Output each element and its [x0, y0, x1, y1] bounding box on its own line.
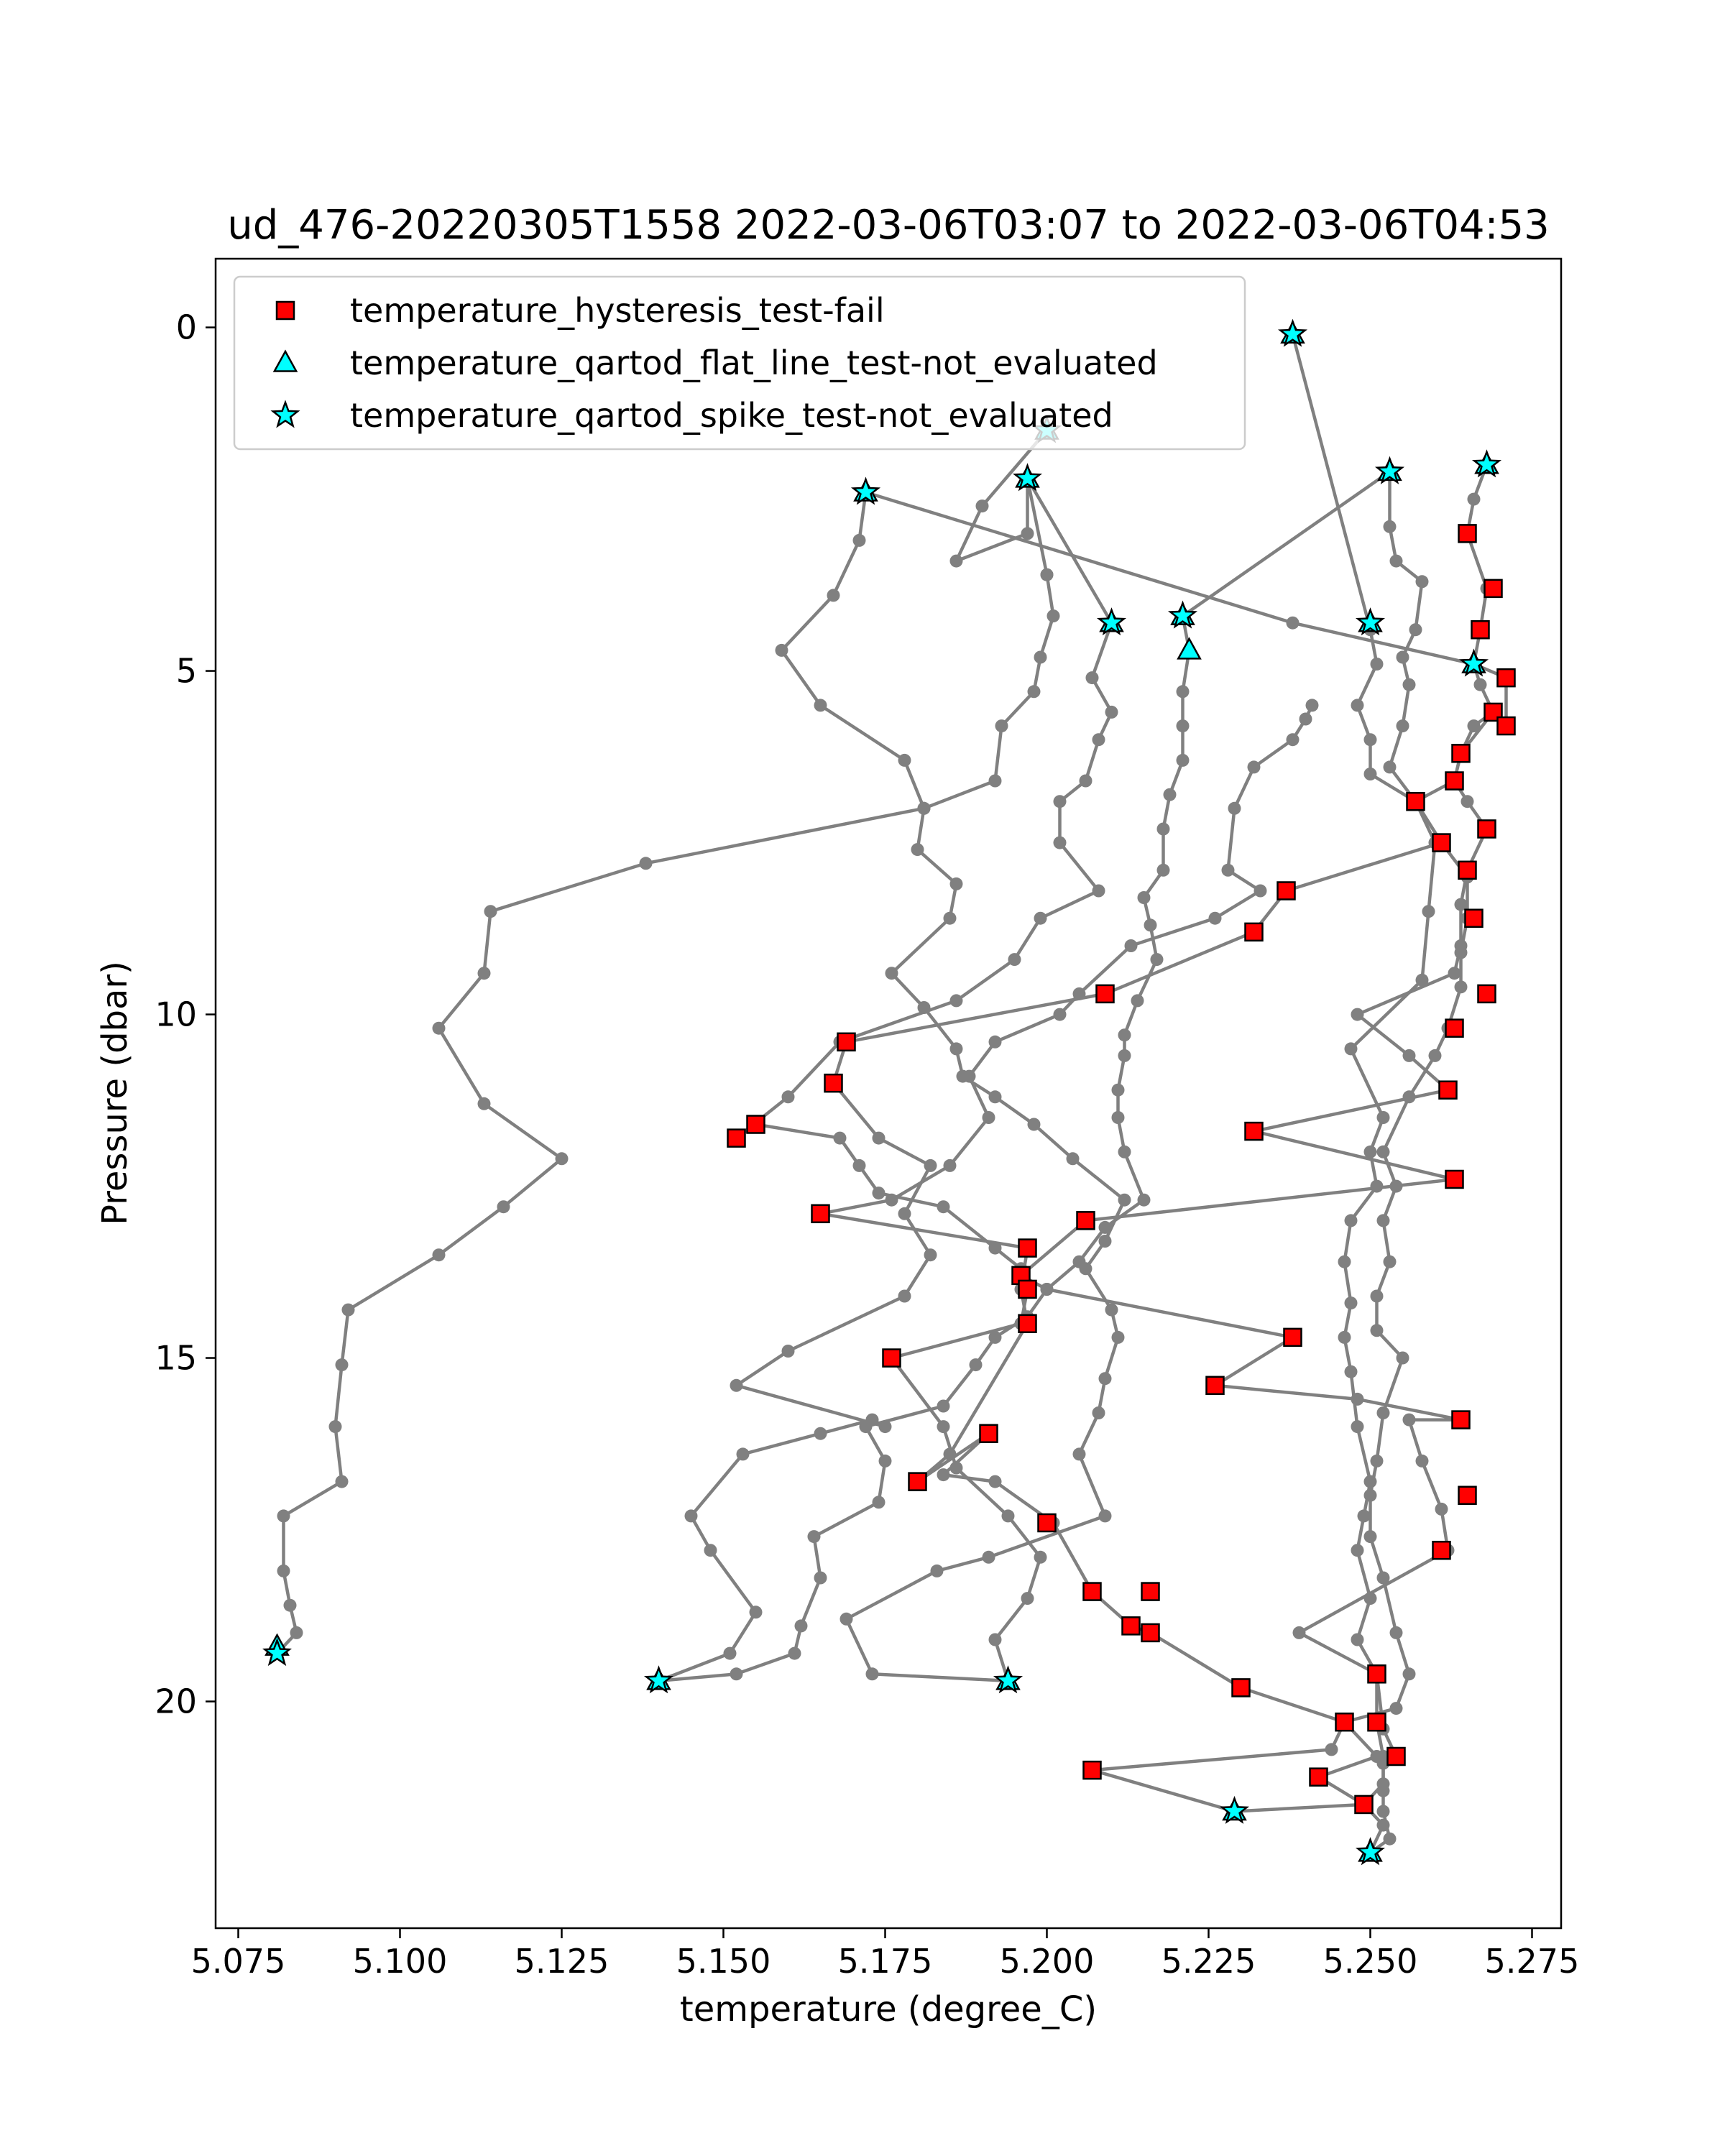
x-tick-label: 5.125 — [514, 1942, 610, 1981]
profile-point — [484, 905, 497, 918]
profile-point — [1287, 617, 1300, 630]
profile-point — [1092, 885, 1105, 898]
profile-point — [1021, 527, 1034, 540]
profile-point — [1351, 1393, 1364, 1406]
profile-point — [1177, 754, 1190, 767]
profile-point — [1390, 1626, 1403, 1639]
hysteresis-fail-marker — [1246, 1123, 1263, 1140]
hysteresis-fail-marker — [1278, 882, 1295, 899]
profile-point — [1248, 760, 1261, 773]
profile-point — [976, 499, 989, 512]
legend-label: temperature_qartod_flat_line_test-not_evaluated — [350, 344, 1158, 382]
profile-point — [724, 1647, 737, 1660]
profile-point — [853, 1159, 866, 1172]
hysteresis-fail-marker — [980, 1425, 998, 1442]
hysteresis-fail-marker — [1207, 1377, 1224, 1394]
profile-point — [1073, 1447, 1086, 1460]
hysteresis-fail-marker — [1472, 621, 1489, 638]
hysteresis-fail-marker — [909, 1473, 926, 1491]
profile-point — [788, 1647, 801, 1660]
x-tick-label: 5.150 — [676, 1942, 771, 1981]
profile-point — [1397, 719, 1409, 732]
profile-point — [1390, 555, 1403, 568]
profile-point — [1177, 719, 1190, 732]
profile-point — [873, 1132, 886, 1145]
profile-point — [989, 1090, 1002, 1103]
profile-point — [814, 1572, 827, 1585]
profile-point — [1377, 1111, 1390, 1124]
profile-point — [1222, 864, 1235, 877]
hysteresis-fail-marker — [1084, 1583, 1101, 1600]
x-tick-label: 5.100 — [352, 1942, 448, 1981]
profile-point — [1325, 1743, 1338, 1756]
hysteresis-fail-marker — [1019, 1315, 1036, 1332]
y-tick-label: 0 — [175, 308, 197, 347]
hysteresis-fail-marker — [1459, 1487, 1476, 1504]
profile-point — [277, 1509, 290, 1522]
profile-point — [737, 1447, 750, 1460]
profile-point — [1164, 788, 1177, 801]
profile-point — [1338, 1256, 1351, 1268]
profile-point — [1345, 1296, 1358, 1309]
profile-point — [1422, 905, 1435, 918]
hysteresis-fail-marker — [1453, 1411, 1470, 1429]
hysteresis-fail-marker — [1356, 1796, 1373, 1813]
profile-point — [1099, 1372, 1112, 1385]
profile-point — [1377, 1572, 1390, 1585]
profile-point — [290, 1626, 303, 1639]
profile-point — [1228, 802, 1241, 815]
profile-point — [1468, 719, 1481, 732]
profile-point — [497, 1200, 510, 1213]
profile-point — [1351, 1544, 1364, 1557]
hysteresis-fail-marker — [1478, 820, 1496, 837]
profile-point — [1403, 678, 1416, 691]
hysteresis-fail-marker — [1039, 1514, 1056, 1531]
profile-point — [860, 1420, 873, 1433]
profile-point — [1254, 885, 1267, 898]
profile-point — [277, 1565, 290, 1577]
profile-point — [931, 1565, 944, 1577]
profile-point — [873, 1187, 886, 1199]
profile-point — [950, 877, 963, 890]
x-tick-label: 5.225 — [1161, 1942, 1256, 1981]
profile-point — [1157, 823, 1170, 836]
x-axis-label: temperature (degree_C) — [679, 1989, 1098, 2030]
profile-point — [1371, 1324, 1384, 1337]
profile-point — [1371, 1290, 1384, 1303]
profile-point — [1455, 946, 1468, 959]
profile-point — [1112, 1331, 1125, 1344]
profile-point — [1125, 939, 1138, 952]
profile-point — [1364, 768, 1377, 780]
profile-point — [970, 1358, 983, 1371]
hysteresis-fail-marker — [1498, 717, 1515, 734]
profile-point — [1364, 1489, 1377, 1502]
profile-point — [944, 912, 957, 925]
profile-point — [329, 1420, 342, 1433]
profile-point — [1067, 1152, 1080, 1165]
profile-point — [1118, 1146, 1131, 1158]
profile-point — [704, 1544, 717, 1557]
profile-point — [1112, 1111, 1125, 1124]
chart-title: ud_476-20220305T1558 2022-03-06T03:07 to 2022-03-06T04:53 — [227, 202, 1550, 249]
profile-point — [1403, 1049, 1416, 1062]
profile-point — [1112, 1084, 1125, 1097]
profile-point — [1416, 575, 1429, 588]
x-tick-label: 5.275 — [1484, 1942, 1580, 1981]
profile-point — [840, 1613, 853, 1626]
x-tick-label: 5.075 — [190, 1942, 286, 1981]
profile-point — [1099, 1235, 1112, 1248]
y-tick-label: 5 — [175, 651, 197, 691]
profile-point — [911, 843, 924, 856]
profile-point — [1371, 658, 1384, 671]
profile-point — [866, 1667, 879, 1680]
profile-point — [1384, 520, 1397, 533]
legend-label: temperature_hysteresis_test-fail — [350, 291, 885, 330]
profile-point — [336, 1358, 349, 1371]
profile-point — [989, 1475, 1002, 1488]
hysteresis-fail-marker — [1142, 1583, 1159, 1600]
hysteresis-fail-marker — [1246, 923, 1263, 941]
hysteresis-fail-marker — [1433, 834, 1450, 852]
profile-point — [1131, 994, 1144, 1007]
profile-point — [937, 1400, 950, 1413]
profile-point — [1157, 864, 1170, 877]
profile-point — [1306, 699, 1319, 711]
profile-point — [1054, 837, 1067, 849]
profile-point — [556, 1152, 569, 1165]
hysteresis-fail-marker — [1336, 1713, 1353, 1731]
profile-point — [1300, 713, 1312, 726]
profile-point — [1041, 1283, 1054, 1296]
profile-point — [730, 1667, 743, 1680]
profile-point — [1351, 699, 1364, 711]
profile-point — [1455, 980, 1468, 993]
profile-point — [898, 1207, 911, 1220]
x-axis-ticks — [191, 1928, 1580, 1981]
hysteresis-fail-marker — [1310, 1769, 1328, 1786]
profile-point — [814, 699, 827, 711]
profile-point — [1351, 1634, 1364, 1646]
profile-point — [1034, 912, 1047, 925]
profile-point — [685, 1509, 698, 1522]
profile-point — [983, 1551, 995, 1564]
profile-point — [827, 589, 840, 602]
profile-point — [1092, 1406, 1105, 1419]
y-tick-label: 20 — [155, 1682, 197, 1721]
hysteresis-fail-marker — [1388, 1748, 1405, 1765]
profile-point — [1034, 651, 1047, 664]
profile-point — [1377, 1146, 1390, 1158]
profile-point — [1468, 493, 1481, 506]
profile-point — [776, 644, 788, 657]
profile-point — [1118, 1028, 1131, 1041]
profile-point — [1345, 1365, 1358, 1378]
profile-point — [989, 775, 1002, 788]
profile-point — [1384, 760, 1397, 773]
profile-point — [814, 1427, 827, 1440]
hysteresis-fail-marker — [1459, 525, 1476, 542]
hysteresis-fail-marker — [1077, 1212, 1095, 1229]
hysteresis-fail-marker — [1446, 773, 1463, 790]
profile-point — [1397, 651, 1409, 664]
profile-point — [1358, 1509, 1371, 1522]
profile-point — [782, 1345, 795, 1358]
profile-point — [1416, 1455, 1429, 1468]
hysteresis-fail-marker — [1478, 985, 1496, 1003]
profile-point — [995, 719, 1008, 732]
profile-point — [782, 1090, 795, 1103]
profile-point — [730, 1379, 743, 1392]
x-tick-label: 5.250 — [1322, 1942, 1418, 1981]
profile-point — [1474, 678, 1487, 691]
profile-point — [1118, 1194, 1131, 1207]
hysteresis-fail-marker — [1466, 910, 1483, 927]
hysteresis-fail-marker — [838, 1033, 855, 1051]
profile-point — [834, 1132, 847, 1145]
profile-point — [924, 1159, 937, 1172]
profile-point — [1138, 891, 1151, 904]
profile-point — [1177, 685, 1190, 698]
profile-point — [853, 534, 866, 547]
profile-point — [950, 1042, 963, 1055]
profile-point — [1054, 1008, 1067, 1021]
profile-point — [1364, 1146, 1377, 1158]
hysteresis-fail-marker — [883, 1350, 901, 1367]
legend — [234, 277, 1245, 449]
profile-point — [433, 1248, 446, 1261]
legend-item — [275, 344, 1158, 382]
profile-point — [433, 1022, 446, 1035]
hysteresis-fail-marker — [1019, 1240, 1036, 1257]
hysteresis-fail-marker — [1459, 862, 1476, 879]
legend-item — [273, 396, 1113, 435]
profile-point — [336, 1475, 349, 1488]
profile-point — [873, 1496, 886, 1508]
profile-point — [1118, 1049, 1131, 1062]
profile-point — [1377, 1214, 1390, 1227]
profile-point — [1461, 795, 1474, 808]
profile-point — [1054, 795, 1067, 808]
hysteresis-fail-marker — [1446, 1020, 1463, 1037]
hysteresis-fail-marker — [812, 1205, 829, 1222]
hysteresis-fail-marker — [1233, 1679, 1250, 1696]
profile-point — [1377, 1777, 1390, 1790]
profile-point — [1138, 1194, 1151, 1207]
profile-point — [924, 1248, 937, 1261]
profile-point — [1028, 685, 1041, 698]
hysteresis-fail-marker — [1407, 793, 1425, 810]
profile-point — [937, 1468, 950, 1481]
hysteresis-fail-marker — [1284, 1329, 1302, 1346]
legend-hysteresis-fail-marker — [277, 302, 294, 319]
profile-point — [1403, 1090, 1416, 1103]
hysteresis-fail-marker — [1368, 1665, 1386, 1682]
profile-point — [1435, 1503, 1448, 1516]
profile-point — [1092, 733, 1105, 746]
profile-point — [1080, 775, 1092, 788]
profile-point — [1384, 1833, 1397, 1846]
profile-point — [1034, 1551, 1047, 1564]
profile-point — [1287, 733, 1300, 746]
hysteresis-fail-marker — [1433, 1542, 1450, 1559]
hysteresis-fail-marker — [1142, 1624, 1159, 1641]
y-tick-label: 10 — [155, 995, 197, 1034]
profile-point — [886, 967, 898, 980]
profile-point — [1099, 1509, 1112, 1522]
profile-point — [1377, 1406, 1390, 1419]
profile-point — [1377, 1819, 1390, 1832]
hysteresis-fail-marker — [1485, 580, 1502, 597]
profile-point — [1351, 1008, 1364, 1021]
profile-point — [898, 754, 911, 767]
hysteresis-fail-marker — [825, 1074, 842, 1092]
profile-point — [886, 1194, 898, 1207]
profile-point — [284, 1599, 297, 1612]
profile-point — [1390, 1702, 1403, 1715]
legend-item — [277, 291, 885, 330]
profile-point — [918, 1001, 931, 1014]
hysteresis-fail-marker — [1498, 669, 1515, 686]
profile-point — [750, 1606, 763, 1618]
profile-point — [1080, 1262, 1092, 1275]
profile-point — [1151, 953, 1164, 966]
profile-point — [944, 1447, 957, 1460]
profile-point — [1144, 918, 1157, 931]
profile-point — [989, 1036, 1002, 1049]
profile-point — [1390, 1180, 1403, 1193]
profile-point — [1028, 1118, 1041, 1131]
profile-point — [1105, 706, 1118, 719]
profile-point — [808, 1530, 821, 1543]
profile-point — [944, 1159, 957, 1172]
profile-point — [950, 555, 963, 568]
profile-point — [1338, 1331, 1351, 1344]
profile-point — [1293, 1626, 1306, 1639]
profile-point — [1345, 1042, 1358, 1055]
profile-point — [1403, 1667, 1416, 1680]
profile-point — [1047, 609, 1060, 622]
profile-point — [1403, 1414, 1416, 1427]
hysteresis-fail-marker — [1097, 985, 1114, 1003]
profile-point — [1041, 568, 1054, 581]
profile-point — [1351, 1420, 1364, 1433]
profile-point — [1345, 1214, 1358, 1227]
hysteresis-fail-marker — [1019, 1281, 1036, 1298]
y-axis-label: Pressure (dbar) — [95, 961, 135, 1225]
profile-point — [950, 994, 963, 1007]
hysteresis-fail-marker — [1440, 1082, 1457, 1099]
legend-label: temperature_qartod_spike_test-not_evaluated — [350, 396, 1113, 435]
profile-point — [1209, 912, 1222, 925]
profile-point — [1073, 987, 1086, 1000]
y-tick-label: 15 — [155, 1338, 197, 1378]
hysteresis-fail-marker — [1084, 1761, 1101, 1779]
profile-point — [1364, 1530, 1377, 1543]
profile-point — [1002, 1509, 1015, 1522]
profile-point — [478, 1097, 491, 1110]
profile-point — [918, 802, 931, 815]
profile-point — [1008, 953, 1021, 966]
profile-point — [1384, 1256, 1397, 1268]
profile-point — [1105, 1304, 1118, 1317]
hysteresis-fail-marker — [1453, 745, 1470, 762]
hysteresis-fail-marker — [728, 1130, 745, 1147]
profile-point — [1448, 967, 1461, 980]
hysteresis-fail-marker — [1368, 1713, 1386, 1731]
profile-point — [937, 1420, 950, 1433]
profile-point — [1377, 1805, 1390, 1818]
profile-point — [879, 1455, 892, 1468]
profile-point — [1409, 623, 1422, 636]
profile-point — [989, 1634, 1002, 1646]
x-tick-label: 5.175 — [837, 1942, 933, 1981]
profile-point — [795, 1619, 808, 1632]
profile-point — [478, 967, 491, 980]
profile-point — [342, 1304, 355, 1317]
hysteresis-fail-marker — [1446, 1171, 1463, 1188]
profile-point — [1364, 733, 1377, 746]
hysteresis-fail-marker — [1123, 1617, 1140, 1634]
profile-point — [1021, 1592, 1034, 1605]
profile-point — [1429, 1049, 1442, 1062]
hysteresis-fail-marker — [748, 1116, 765, 1133]
profile-point — [640, 857, 653, 870]
profile-point — [1086, 671, 1099, 684]
profile-point — [983, 1111, 995, 1124]
profile-point — [1371, 1455, 1384, 1468]
profile-point — [1397, 1352, 1409, 1365]
profile-point — [963, 1070, 976, 1083]
profile-point — [898, 1290, 911, 1303]
x-tick-label: 5.200 — [999, 1942, 1095, 1981]
profile-point — [937, 1200, 950, 1213]
